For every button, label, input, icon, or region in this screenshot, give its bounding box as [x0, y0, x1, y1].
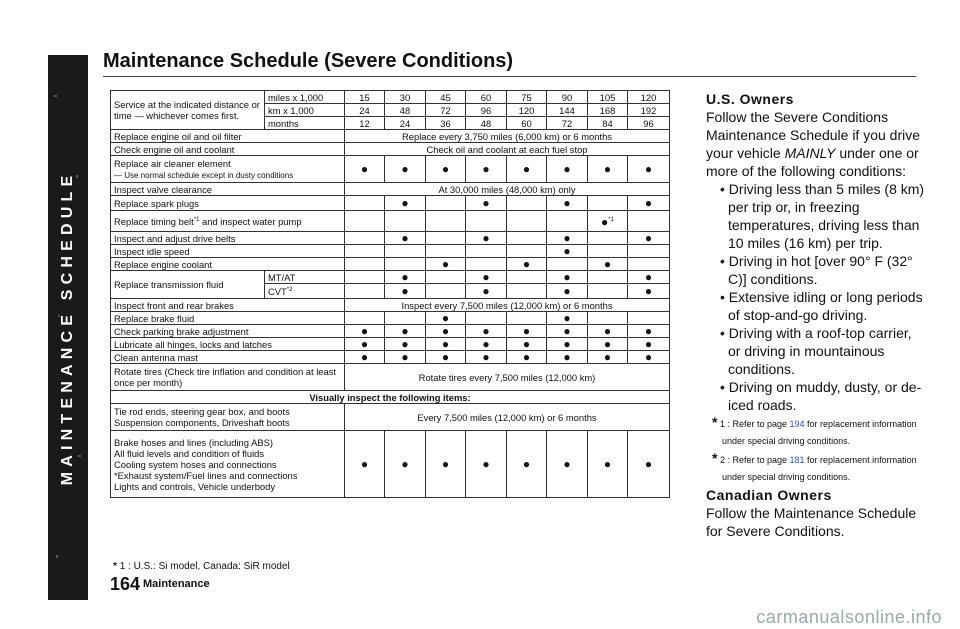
interval-dot: ● [466, 156, 507, 183]
interval-dot: ● [345, 325, 385, 338]
interval-dot: ● [628, 232, 670, 245]
row-note: Every 7,500 miles (12,000 km) or 6 months [345, 404, 670, 431]
empty-cell [588, 312, 628, 325]
row-note: At 30,000 miles (48,000 km) only [345, 183, 670, 196]
empty-cell [466, 312, 507, 325]
row-label-text: Replace timing belt [114, 216, 194, 228]
interval-dot: ● [547, 351, 588, 364]
empty-cell [507, 245, 547, 258]
section-sidebar [48, 55, 88, 600]
empty-cell [345, 232, 385, 245]
interval-dot: ● [547, 232, 588, 245]
row-label: Inspect and adjust drive belts [111, 232, 345, 245]
footnote-1 [706, 414, 926, 450]
row-label-text: Brake hoses and lines (including ABS) [114, 436, 273, 448]
us-owners-heading: U.S. Owners [706, 91, 794, 107]
page-title: Maintenance Schedule (Severe Conditions) [103, 50, 514, 72]
interval-dot: ● [426, 156, 466, 183]
interval-dot: ● [426, 351, 466, 364]
interval-dot: ● [345, 156, 385, 183]
empty-cell [588, 271, 628, 284]
empty-cell [588, 196, 628, 211]
watermark: carmanualsonline.info [756, 607, 942, 627]
km-cell: 72 [426, 104, 466, 117]
service-interval-label: Service at the indicated distance or time — whichever comes first. [111, 91, 265, 130]
months-cell: 60 [507, 117, 547, 130]
condition-item: • Driving with a roof-top carrier, or driving in mountainous conditions. [720, 325, 912, 377]
miles-cell: 75 [507, 91, 547, 104]
visual-inspect-heading: Visually inspect the following items: [111, 391, 670, 404]
footnote-star: * [113, 561, 117, 572]
months-cell: 72 [547, 117, 588, 130]
miles-cell: 30 [385, 91, 426, 104]
km-cell: 24 [345, 104, 385, 117]
row-label: Replace spark plugs [111, 196, 345, 211]
interval-dot: ● [588, 431, 628, 498]
empty-cell [547, 211, 588, 232]
texture-speck [56, 555, 58, 558]
footnote-text: 2 : Refer to page [719, 455, 790, 465]
interval-dot: ● [547, 156, 588, 183]
interval-dot: ● [628, 156, 670, 183]
table-footnote [113, 561, 290, 572]
row-variant: MT/AT [265, 271, 345, 284]
canadian-text: Follow the Maintenance Schedule for Severe Conditions. [706, 505, 917, 539]
row-label [111, 211, 345, 232]
interval-dot: ● [466, 232, 507, 245]
interval-dot: ● [426, 431, 466, 498]
interval-dot: ● [547, 431, 588, 498]
interval-dot: ● [547, 284, 588, 299]
row-label: Clean antenna mast [111, 351, 345, 364]
interval-dot: ● [507, 351, 547, 364]
empty-cell [507, 211, 547, 232]
empty-cell [466, 258, 507, 271]
months-cell: 48 [466, 117, 507, 130]
condition-item: • Driving in hot [over 90° F (32° C)] conditions. [720, 253, 913, 287]
interval-dot: ● [628, 338, 670, 351]
empty-cell [588, 284, 628, 299]
row-label: Rotate tires (Check tire inflation and condition at least once per month) [111, 364, 345, 391]
interval-dot: ● [547, 245, 588, 258]
row-label-text: All fluid levels and condition of fluids [114, 447, 265, 459]
interval-dot: ● [426, 338, 466, 351]
row-note: Inspect every 7,500 miles (12,000 km) or 6 months [345, 299, 670, 312]
interval-dot: ● [426, 325, 466, 338]
km-cell: 96 [466, 104, 507, 117]
page-link[interactable]: 181 [789, 455, 805, 465]
months-cell: 36 [426, 117, 466, 130]
interval-dot: ● [628, 284, 670, 299]
row-note: Check oil and coolant at each fuel stop [345, 143, 670, 156]
interval-dot: ● [628, 196, 670, 211]
canadian-owners-heading: Canadian Owners [706, 487, 832, 503]
footnote-mark: *1 [608, 216, 614, 223]
footnote-2 [706, 450, 926, 486]
km-cell: 192 [628, 104, 670, 117]
interval-dot: ● [385, 271, 426, 284]
row-label: Check parking brake adjustment [111, 325, 345, 338]
empty-cell [628, 312, 670, 325]
empty-cell [426, 245, 466, 258]
interval-dot: ● [385, 196, 426, 211]
empty-cell [426, 284, 466, 299]
footnote-text: 1 : U.S.: Si model, Canada: SiR model [119, 561, 290, 572]
empty-cell [628, 258, 670, 271]
row-label-text: Replace air cleaner element [114, 157, 231, 169]
empty-cell [385, 211, 426, 232]
interval-dot: ● [345, 351, 385, 364]
km-cell: 144 [547, 104, 588, 117]
interval-dot: ● [345, 431, 385, 498]
empty-cell [426, 211, 466, 232]
interval-dot: ● [507, 325, 547, 338]
empty-cell [345, 196, 385, 211]
interval-dot: ● [466, 338, 507, 351]
interval-dot-cell [588, 211, 628, 232]
interval-dot: ● [588, 338, 628, 351]
months-cell: 96 [628, 117, 670, 130]
page-section-label: Maintenance [143, 578, 210, 590]
interval-dot: ● [547, 338, 588, 351]
us-intro [706, 108, 926, 180]
title-divider [103, 76, 916, 77]
km-cell: 48 [385, 104, 426, 117]
empty-cell [345, 312, 385, 325]
interval-dot: ● [547, 271, 588, 284]
empty-cell [345, 271, 385, 284]
interval-dot: ● [547, 196, 588, 211]
interval-dot: ● [466, 284, 507, 299]
row-label: Inspect idle speed [111, 245, 345, 258]
row-label: Replace brake fluid [111, 312, 345, 325]
km-cell: 120 [507, 104, 547, 117]
empty-cell [345, 284, 385, 299]
unit-miles: miles x 1,000 [265, 91, 345, 104]
interval-dot: ● [588, 156, 628, 183]
row-label-text: *Exhaust system/Fuel lines and connections [114, 469, 298, 481]
empty-cell [426, 232, 466, 245]
footnote-text: 1 : Refer to page [719, 419, 790, 429]
row-label: Inspect valve clearance [111, 183, 345, 196]
row-note: Rotate tires every 7,500 miles (12,000 km) [345, 364, 670, 391]
row-label: Inspect front and rear brakes [111, 299, 345, 312]
empty-cell [628, 245, 670, 258]
us-intro-text: Follow the Severe Conditions Maintenance Schedule if you drive your vehicle [706, 109, 921, 161]
us-intro-text: under one or more of the following conditions: [706, 145, 919, 179]
empty-cell [345, 245, 385, 258]
interval-dot: ● [385, 338, 426, 351]
interval-dot: ● [507, 338, 547, 351]
interval-dot: ● [385, 284, 426, 299]
interval-dot: ● [426, 312, 466, 325]
interval-dot: ● [547, 325, 588, 338]
miles-cell: 120 [628, 91, 670, 104]
interval-dot: ● [466, 271, 507, 284]
interval-dot: ● [466, 196, 507, 211]
empty-cell [385, 258, 426, 271]
miles-cell: 90 [547, 91, 588, 104]
us-intro-emphasis: MAINLY [784, 145, 836, 161]
interval-dot: ● [385, 156, 426, 183]
interval-dot: ● [588, 351, 628, 364]
miles-cell: 15 [345, 91, 385, 104]
empty-cell [426, 196, 466, 211]
empty-cell [345, 258, 385, 271]
interval-dot: ● [628, 431, 670, 498]
footnote-text: for replacement information under special driving conditions. [722, 419, 917, 446]
row-label [111, 404, 345, 431]
row-label: Replace engine oil and oil filter [111, 130, 345, 143]
interval-dot: ● [628, 271, 670, 284]
page-number: 164 [110, 574, 141, 594]
row-label: Lubricate all hinges, locks and latches [111, 338, 345, 351]
condition-item: • Extensive idling or long periods of stop-and-go driving. [720, 289, 923, 323]
interval-dot: ● [385, 431, 426, 498]
conditions-list [706, 180, 926, 414]
empty-cell [345, 211, 385, 232]
unit-months: months [265, 117, 345, 130]
empty-cell [628, 211, 670, 232]
row-label: Replace engine coolant [111, 258, 345, 271]
km-cell: 168 [588, 104, 628, 117]
row-label-text: and inspect water pump [199, 216, 302, 228]
interval-dot: ● [507, 156, 547, 183]
empty-cell [507, 196, 547, 211]
miles-cell: 105 [588, 91, 628, 104]
empty-cell [507, 271, 547, 284]
months-cell: 12 [345, 117, 385, 130]
row-label-text: Tie rod ends, steering gear box, and boots [114, 406, 290, 417]
row-label [111, 431, 345, 498]
maintenance-schedule-table [110, 90, 670, 498]
condition-item: • Driving less than 5 miles (8 km) per trip or, in freezing temperatures, driving less than 10 miles (16 km) per trip. [720, 181, 925, 251]
interval-dot: ● [426, 258, 466, 271]
row-label-text: Suspension components, Driveshaft boots [114, 417, 290, 428]
empty-cell [385, 312, 426, 325]
footnote-mark: *2 [286, 286, 293, 293]
interval-dot: ● [466, 351, 507, 364]
miles-cell: 45 [426, 91, 466, 104]
texture-speck [78, 455, 81, 457]
interval-dot: ● [588, 258, 628, 271]
interval-dot: ● [588, 325, 628, 338]
condition-item: • Driving on muddy, dusty, or de-iced roads. [720, 379, 922, 413]
row-label-text: Lights and controls, Vehicle underbody [114, 480, 276, 492]
empty-cell [507, 284, 547, 299]
owner-guidance [706, 90, 926, 540]
empty-cell [547, 258, 588, 271]
interval-dot: ● [628, 351, 670, 364]
interval-dot: ● [385, 351, 426, 364]
interval-dot: ● [385, 325, 426, 338]
row-label [111, 156, 345, 183]
footnote-mark: *1 [193, 216, 200, 223]
page-link[interactable]: 194 [789, 419, 805, 429]
months-cell: 24 [385, 117, 426, 130]
interval-dot: ● [466, 431, 507, 498]
interval-dot: ● [466, 325, 507, 338]
interval-dot: ● [628, 325, 670, 338]
empty-cell [588, 245, 628, 258]
sidebar-section-label: MAINTENANCE SCHEDULE [59, 170, 76, 485]
row-variant [265, 284, 345, 299]
footnote-star: * [712, 450, 718, 466]
interval-dot: ● [547, 312, 588, 325]
empty-cell [385, 245, 426, 258]
empty-cell [507, 312, 547, 325]
texture-speck [54, 95, 57, 97]
unit-km: km x 1,000 [265, 104, 345, 117]
interval-dot: ● [507, 258, 547, 271]
empty-cell [466, 245, 507, 258]
interval-dot: ● [507, 431, 547, 498]
empty-cell [588, 232, 628, 245]
row-sublabel: — Use normal schedule except in dusty conditions [114, 170, 294, 180]
interval-dot: ● [601, 214, 609, 229]
months-cell: 84 [588, 117, 628, 130]
row-note: Replace every 3,750 miles (6,000 km) or 6 months [345, 130, 670, 143]
interval-dot: ● [385, 232, 426, 245]
row-variant-text: CVT [268, 286, 287, 298]
footnote-text: for replacement information under special driving conditions. [722, 455, 917, 482]
footnote-star: * [712, 414, 718, 430]
miles-cell: 60 [466, 91, 507, 104]
interval-dot: ● [345, 338, 385, 351]
empty-cell [426, 271, 466, 284]
empty-cell [466, 211, 507, 232]
row-label: Replace transmission fluid [111, 271, 265, 299]
row-label-text: Cooling system hoses and connections [114, 458, 277, 470]
empty-cell [507, 232, 547, 245]
row-label: Check engine oil and coolant [111, 143, 345, 156]
